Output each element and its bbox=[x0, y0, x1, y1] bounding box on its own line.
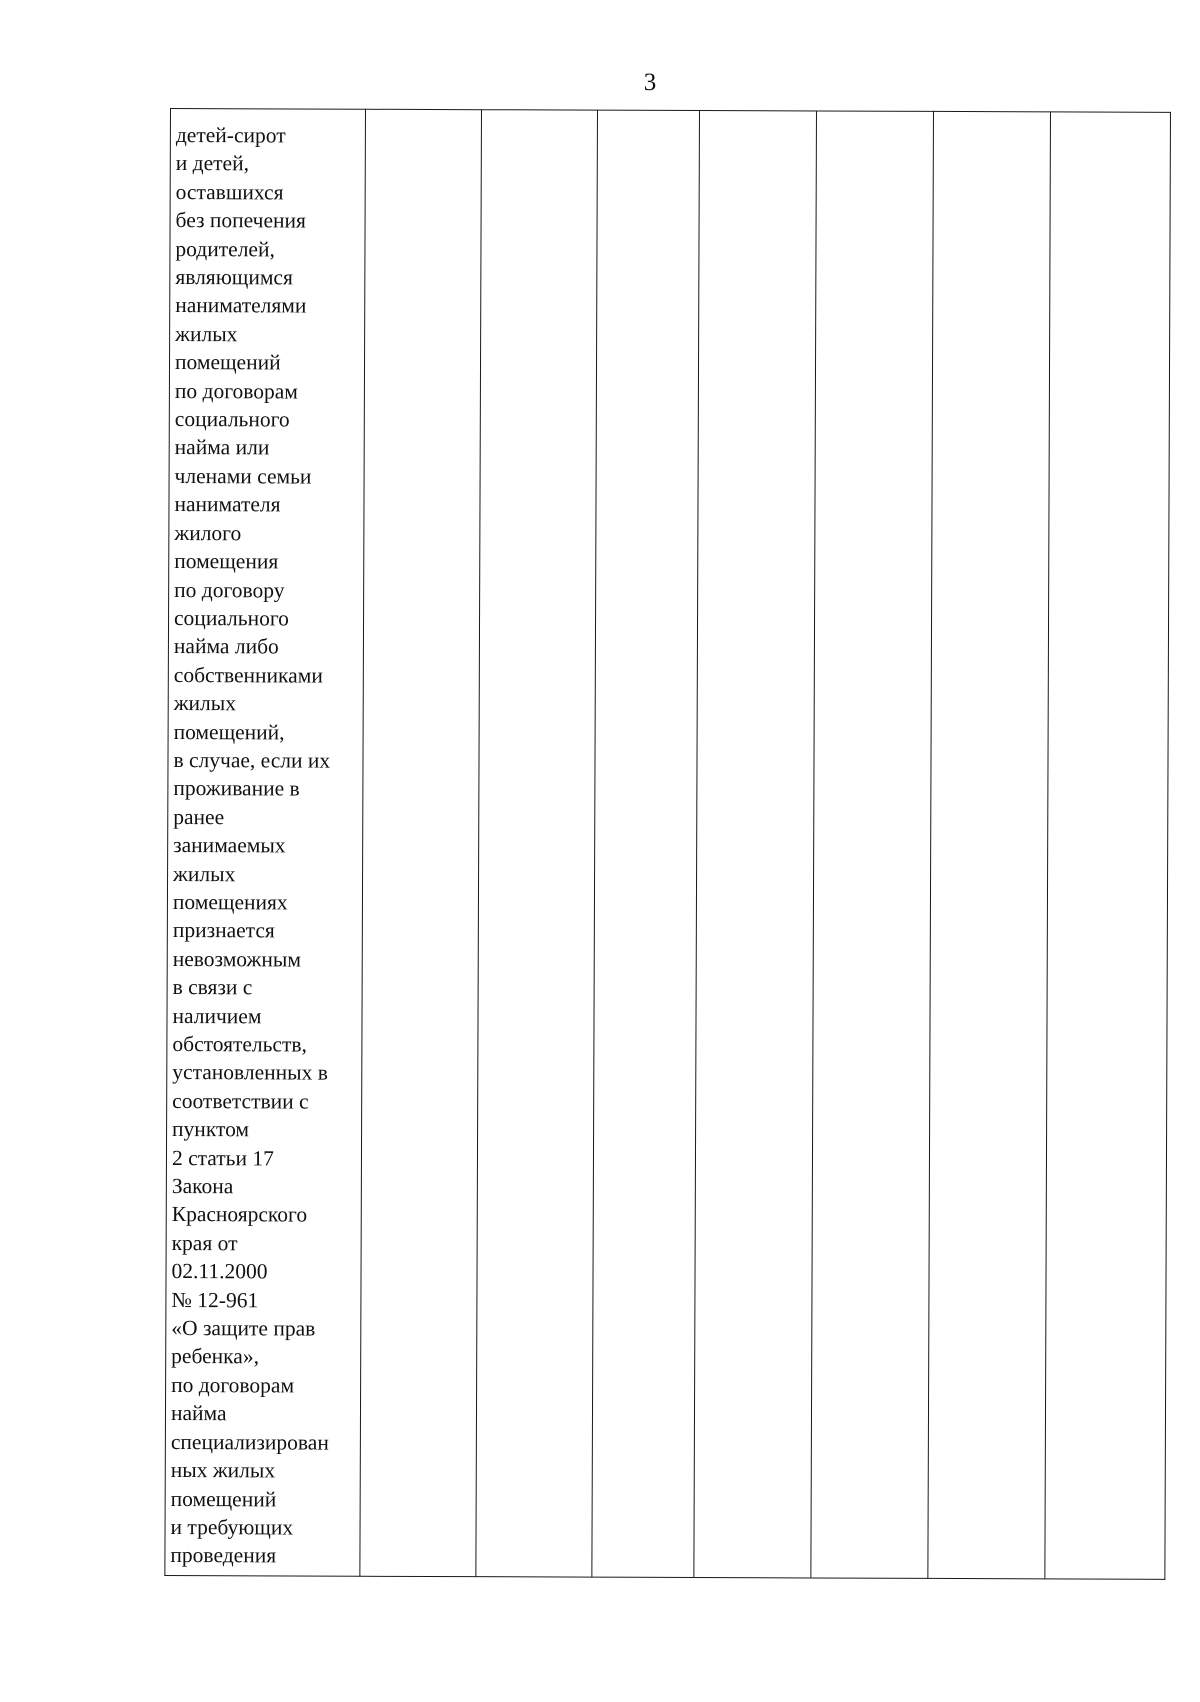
description-line: помещений bbox=[174, 350, 281, 375]
description-line: наличием bbox=[172, 1003, 262, 1028]
description-line: Красноярского bbox=[171, 1202, 308, 1227]
description-line: пунктом bbox=[172, 1117, 250, 1142]
table-cell-empty bbox=[1045, 112, 1171, 1579]
description-line: и требующих bbox=[170, 1514, 294, 1540]
description-line: нанимателями bbox=[175, 293, 307, 318]
description-line: по договорам bbox=[171, 1372, 295, 1398]
description-line: жилых bbox=[173, 691, 237, 716]
description-line: 02.11.2000 bbox=[171, 1259, 268, 1284]
description-line: найма bbox=[170, 1401, 227, 1426]
description-line: невозможным bbox=[172, 946, 302, 972]
description-line: социального bbox=[173, 605, 289, 631]
description-line: установленных в bbox=[172, 1060, 328, 1086]
table-cell-empty bbox=[360, 109, 482, 1576]
description-line: родителей, bbox=[175, 236, 275, 262]
description-line: помещений bbox=[170, 1486, 277, 1511]
description-line: членами семьи bbox=[174, 463, 312, 489]
description-line: признается bbox=[172, 918, 275, 943]
description-line: ранее bbox=[173, 804, 225, 829]
description-line: ных жилых bbox=[170, 1458, 276, 1483]
description-line: ребенка», bbox=[171, 1344, 260, 1369]
description-line: проживание в bbox=[173, 776, 300, 801]
description-line: соответствии с bbox=[172, 1088, 309, 1114]
table-cell-empty bbox=[592, 110, 700, 1577]
description-line: обстоятельств, bbox=[172, 1032, 307, 1057]
description-line: специализирован bbox=[170, 1429, 329, 1455]
description-line: и детей, bbox=[175, 151, 250, 176]
table-cell-empty bbox=[694, 111, 817, 1578]
description-line: найма или bbox=[174, 435, 270, 460]
description-line: оставшихся bbox=[175, 179, 284, 205]
description-text bbox=[170, 121, 365, 1570]
description-line: являющимся bbox=[175, 265, 293, 290]
table-cell-empty bbox=[928, 111, 1051, 1578]
description-line: нанимателя bbox=[174, 492, 281, 517]
table-row bbox=[165, 109, 1171, 1580]
description-line: 2 статьи 17 bbox=[171, 1145, 274, 1171]
description-line: помещения bbox=[174, 549, 279, 574]
description-line: жилых bbox=[173, 861, 236, 886]
description-line: занимаемых bbox=[173, 833, 286, 858]
description-line: «О защите прав bbox=[171, 1316, 316, 1341]
description-line: помещениях bbox=[172, 889, 288, 915]
description-line: № 12-961 bbox=[171, 1287, 259, 1313]
description-line: проведения bbox=[170, 1543, 277, 1568]
description-line: собственниками bbox=[173, 662, 323, 688]
table-cell-empty bbox=[811, 111, 934, 1578]
description-line: помещений, bbox=[173, 719, 285, 744]
page-number: 3 bbox=[643, 69, 657, 96]
description-line: жилого bbox=[174, 520, 242, 545]
description-line: по договорам bbox=[174, 378, 298, 404]
description-line: социального bbox=[174, 407, 290, 432]
data-table bbox=[164, 108, 1171, 1580]
table-cell-description bbox=[165, 109, 366, 1577]
description-line: найма либо bbox=[173, 634, 279, 659]
table-cell-empty bbox=[476, 110, 598, 1577]
description-line: детей-сирот bbox=[175, 123, 286, 148]
description-line: Закона bbox=[171, 1174, 234, 1199]
description-line: без попечения bbox=[175, 208, 306, 233]
description-line: в связи с bbox=[172, 975, 253, 1000]
description-line: в случае, если их bbox=[173, 747, 331, 773]
description-line: по договору bbox=[174, 577, 285, 602]
description-line: жилых bbox=[175, 321, 238, 347]
description-line: края от bbox=[171, 1230, 238, 1256]
